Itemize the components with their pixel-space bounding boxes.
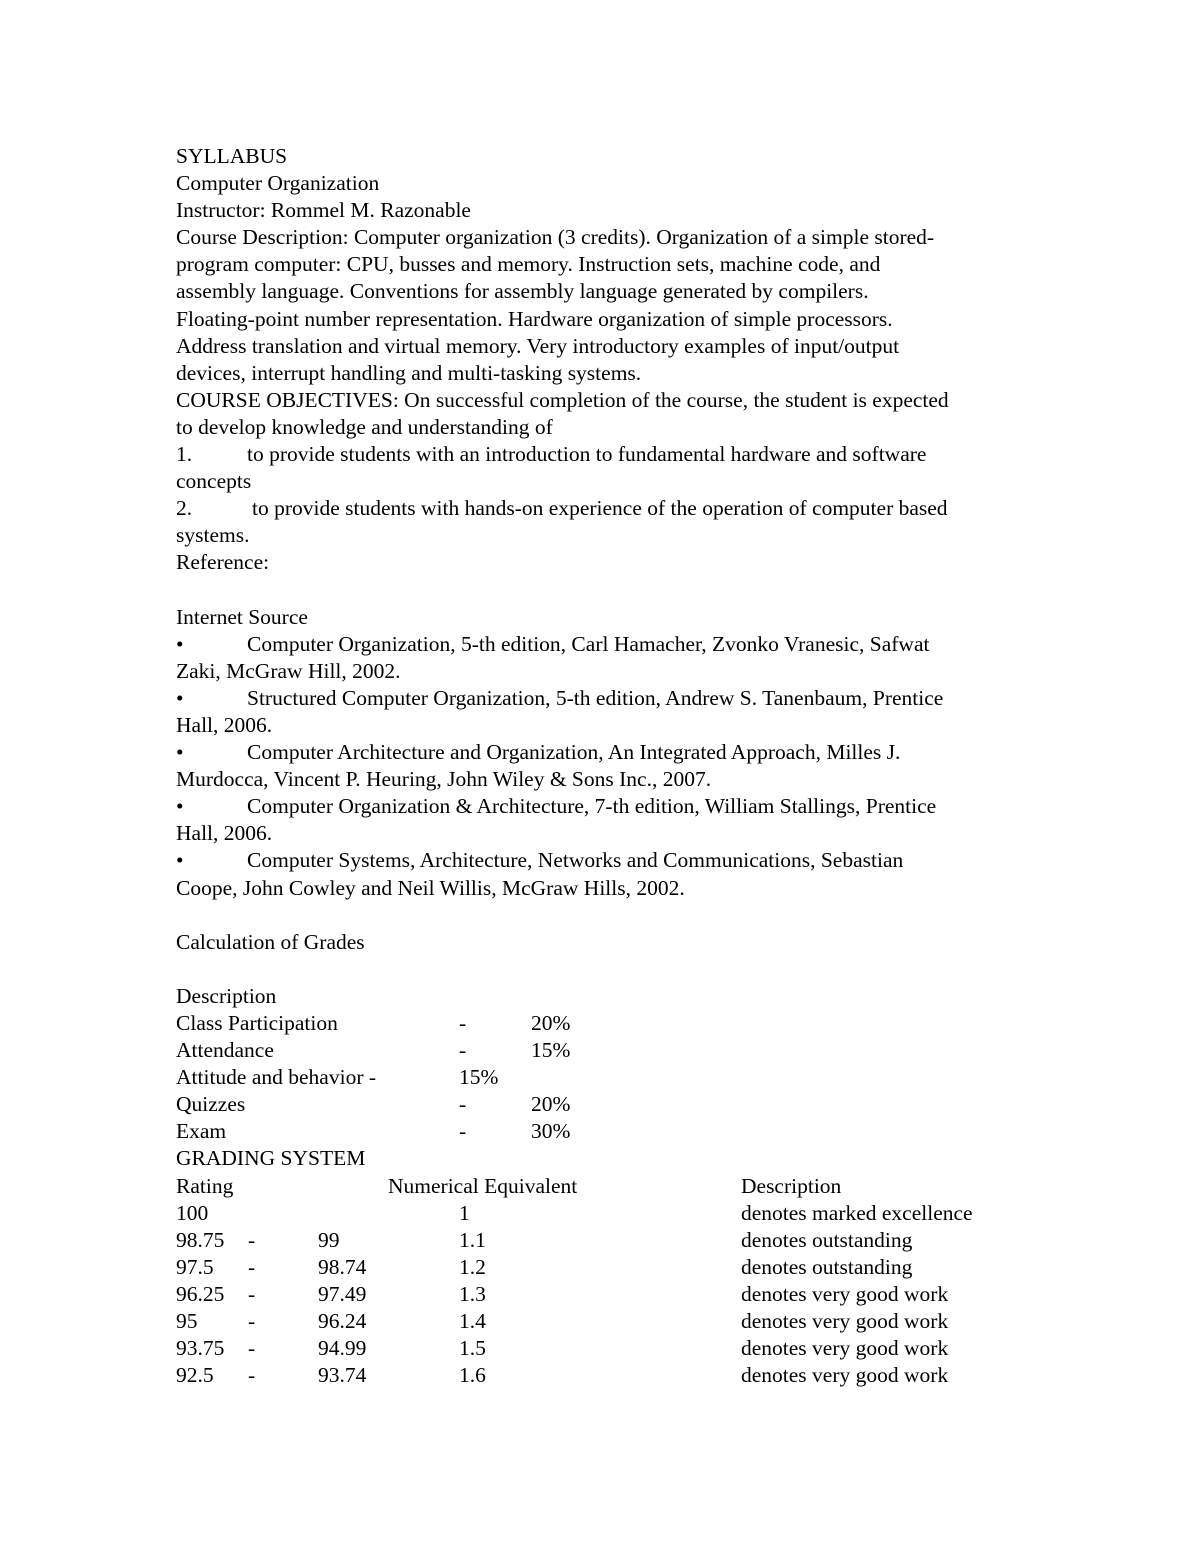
component-percent: 15% bbox=[459, 1065, 499, 1090]
objectives-line: COURSE OBJECTIVES: On successful completion of the course, the student is expected bbox=[176, 387, 949, 412]
objective-text: to provide students with hands-on experience of the operation of computer based bbox=[252, 496, 948, 521]
rating-max: 98.74 bbox=[318, 1254, 367, 1279]
reference-text: Computer Organization & Architecture, 7-th edition, William Stallings, Prentice bbox=[247, 794, 937, 819]
description-line: devices, interrupt handling and multi-tasking systems. bbox=[176, 360, 642, 385]
objective-item bbox=[176, 441, 1036, 468]
reference-text: Computer Organization, 5-th edition, Carl Hamacher, Zvonko Vranesic, Safwat bbox=[247, 631, 930, 656]
rating-min: 92.5 bbox=[176, 1363, 214, 1388]
component-name: Quizzes bbox=[176, 1092, 246, 1117]
grade-component-row bbox=[176, 1064, 1036, 1091]
reference-continuation: Zaki, McGraw Hill, 2002. bbox=[176, 658, 401, 683]
reference-item bbox=[176, 739, 1036, 766]
reference-text: Structured Computer Organization, 5-th edition, Andrew S. Tanenbaum, Prentice bbox=[247, 685, 944, 710]
rating-max: 93.74 bbox=[318, 1363, 367, 1388]
blank-line bbox=[176, 902, 1036, 929]
numerical-equivalent: 1.2 bbox=[459, 1254, 486, 1279]
rating-dash: - bbox=[248, 1336, 256, 1361]
numerical-equivalent: 1 bbox=[459, 1200, 470, 1225]
course-description bbox=[176, 224, 1036, 387]
grading-row bbox=[176, 1335, 1036, 1362]
rating-dash: - bbox=[248, 1227, 256, 1252]
blank-line bbox=[176, 956, 1036, 983]
grading-row bbox=[176, 1200, 1036, 1227]
reference-continuation: Hall, 2006. bbox=[176, 821, 273, 846]
course-objectives bbox=[176, 387, 1036, 550]
rating-min: 98.75 bbox=[176, 1227, 225, 1252]
numerical-equivalent: 1.5 bbox=[459, 1336, 486, 1361]
rating-description: denotes very good work bbox=[741, 1309, 949, 1334]
component-dash: - bbox=[459, 1092, 467, 1117]
rating-dash: - bbox=[248, 1309, 256, 1334]
component-percent: 30% bbox=[531, 1119, 571, 1144]
numerical-equivalent: 1.3 bbox=[459, 1281, 486, 1306]
grading-row bbox=[176, 1362, 1036, 1389]
reference-text: Computer Architecture and Organization, An Integrated Approach, Milles J. bbox=[247, 740, 901, 765]
bullet-icon: • bbox=[176, 685, 184, 710]
grading-row bbox=[176, 1227, 1036, 1254]
rating-min: 93.75 bbox=[176, 1336, 225, 1361]
description-line: assembly language. Conventions for assembly language generated by compilers. bbox=[176, 279, 869, 304]
rating-min: 100 bbox=[176, 1200, 209, 1225]
rating-description: denotes very good work bbox=[741, 1336, 949, 1361]
numerical-header: Numerical Equivalent bbox=[388, 1173, 578, 1198]
component-dash: - bbox=[459, 1119, 467, 1144]
grade-component-row bbox=[176, 1037, 1036, 1064]
bullet-icon: • bbox=[176, 794, 184, 819]
rating-min: 97.5 bbox=[176, 1254, 214, 1279]
numerical-equivalent: 1.1 bbox=[459, 1227, 486, 1252]
component-dash: - bbox=[459, 1011, 467, 1035]
description-line: program computer: CPU, busses and memory. Instruction sets, machine code, and bbox=[176, 252, 881, 277]
component-name: Attitude and behavior - bbox=[176, 1065, 377, 1090]
rating-description: denotes very good work bbox=[741, 1281, 949, 1306]
grading-header-row bbox=[176, 1173, 1036, 1200]
reference-item bbox=[176, 793, 1036, 820]
description-line: Address translation and virtual memory. Very introductory examples of input/output bbox=[176, 333, 900, 358]
grading-row bbox=[176, 1281, 1036, 1308]
component-name: Class Participation bbox=[176, 1011, 338, 1035]
rating-description: denotes outstanding bbox=[741, 1254, 913, 1279]
grade-component-row bbox=[176, 1010, 1036, 1037]
bullet-icon: • bbox=[176, 848, 184, 873]
reference-continuation: Murdocca, Vincent P. Heuring, John Wiley & Sons Inc., 2007. bbox=[176, 767, 712, 792]
rating-dash: - bbox=[248, 1281, 256, 1306]
rating-dash: - bbox=[248, 1363, 256, 1388]
rating-min: 95 bbox=[176, 1309, 198, 1334]
rating-description: denotes marked excellence bbox=[741, 1200, 973, 1225]
description-line: Floating-point number representation. Hardware organization of simple processors. bbox=[176, 306, 893, 331]
objective-text: to provide students with an introduction to fundamental hardware and software bbox=[247, 442, 927, 467]
calculation-description-label: Description bbox=[176, 983, 277, 1008]
instructor-line: Instructor: Rommel M. Razonable bbox=[176, 198, 471, 223]
grade-components-table bbox=[176, 1010, 1036, 1145]
reference-continuation: Hall, 2006. bbox=[176, 712, 273, 737]
rating-description: denotes very good work bbox=[741, 1363, 949, 1388]
reference-list bbox=[176, 631, 1036, 902]
component-percent: 15% bbox=[531, 1038, 571, 1063]
objective-item bbox=[176, 495, 1036, 522]
grade-component-row bbox=[176, 1118, 1036, 1145]
component-percent: 20% bbox=[531, 1011, 571, 1035]
component-name: Attendance bbox=[176, 1038, 274, 1063]
numerical-equivalent: 1.6 bbox=[459, 1363, 486, 1388]
numerical-equivalent: 1.4 bbox=[459, 1309, 486, 1334]
component-name: Exam bbox=[176, 1119, 227, 1144]
objective-continuation: systems. bbox=[176, 523, 250, 548]
reference-continuation: Coope, John Cowley and Neil Willis, McGraw Hills, 2002. bbox=[176, 875, 685, 900]
grading-row bbox=[176, 1254, 1036, 1281]
grading-row bbox=[176, 1308, 1036, 1335]
reference-item bbox=[176, 685, 1036, 712]
rating-header: Rating bbox=[176, 1173, 234, 1198]
bullet-icon: • bbox=[176, 631, 184, 656]
objective-number: 2. bbox=[176, 496, 193, 521]
grade-component-row bbox=[176, 1091, 1036, 1118]
objective-number: 1. bbox=[176, 442, 193, 467]
objectives-line: to develop knowledge and understanding of bbox=[176, 414, 553, 439]
bullet-icon: • bbox=[176, 740, 184, 765]
rating-min: 96.25 bbox=[176, 1281, 225, 1306]
component-dash: - bbox=[459, 1038, 467, 1063]
rating-max bbox=[318, 1200, 459, 1227]
reference-item bbox=[176, 631, 1036, 658]
grading-system-table bbox=[176, 1173, 1036, 1390]
description-line: Course Description: Computer organization (3 credits). Organization of a simple stored- bbox=[176, 225, 935, 250]
rating-description: denotes outstanding bbox=[741, 1227, 913, 1252]
reference-label: Reference: bbox=[176, 550, 270, 575]
rating-max: 96.24 bbox=[318, 1309, 367, 1334]
rating-max: 94.99 bbox=[318, 1336, 367, 1361]
objective-continuation: concepts bbox=[176, 469, 252, 494]
rating-dash bbox=[248, 1200, 318, 1227]
calculation-heading: Calculation of Grades bbox=[176, 929, 365, 954]
reference-text: Computer Systems, Architecture, Networks and Communications, Sebastian bbox=[247, 848, 904, 873]
rating-max: 99 bbox=[318, 1227, 340, 1252]
description-header: Description bbox=[741, 1173, 842, 1198]
blank-line bbox=[176, 577, 1036, 604]
grading-system-heading: GRADING SYSTEM bbox=[176, 1146, 366, 1171]
course-name: Computer Organization bbox=[176, 171, 380, 196]
document-title: SYLLABUS bbox=[176, 144, 288, 168]
rating-dash: - bbox=[248, 1254, 256, 1279]
syllabus-body bbox=[176, 143, 1036, 1389]
rating-max: 97.49 bbox=[318, 1281, 367, 1306]
internet-source-label: Internet Source bbox=[176, 604, 308, 629]
component-percent: 20% bbox=[531, 1092, 571, 1117]
reference-item bbox=[176, 847, 1036, 874]
